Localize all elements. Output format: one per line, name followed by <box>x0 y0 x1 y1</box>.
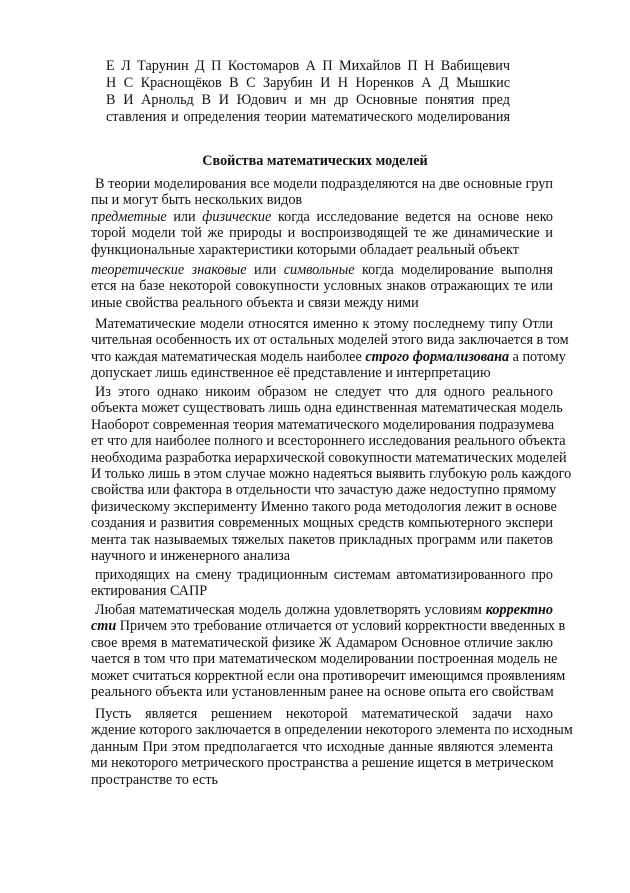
term-theoretical: теоретические <box>91 262 185 278</box>
paragraph-correctness <box>91 602 566 701</box>
emphasis-formalized: строго формализована <box>365 348 510 365</box>
reference-line: В И Арнольд В И Юдович и мн др Основные понятия пред <box>106 92 510 108</box>
reference-line: Е Л Тарунин Д П Костомаров А П Михайлов П Н Вабищевич <box>106 58 510 74</box>
conj-or: или <box>246 262 284 278</box>
term-physical-1: предметные <box>91 209 167 225</box>
text-fragment: Причем это требование отличается от условий корректности введенных в <box>116 618 566 635</box>
conj-or: или <box>166 209 203 225</box>
text-line: свое время в математической физике Ж Адамаром Основное отличие заклю <box>91 634 553 651</box>
text-line: иные свойства реального объекта и связи между ними <box>91 294 419 311</box>
text-line <box>91 618 566 635</box>
text-line: ми некоторого метрического пространства а решение ищется в метрическом <box>91 755 554 772</box>
reference-line: ставления и определения теории математического моделирования <box>106 109 510 125</box>
text-line: чается в том что при математическом моделировании построенная модель не <box>91 651 558 668</box>
text-line: данным При этом предполагается что исходные данные являются элемента <box>91 738 553 755</box>
text-line: ет что для наиболее полного и всестороннего исследования реального объекта <box>91 433 566 450</box>
text-line: ждение которого заключается в определении некоторого элемента по исходным <box>91 722 573 739</box>
paragraph-math-models <box>91 316 569 382</box>
text-line <box>91 209 553 225</box>
paragraph-cad <box>91 567 553 600</box>
text-fragment: что каждая математическая модель наиболее <box>91 348 366 365</box>
text-line: Из этого однако никоим образом не следует что для одного реального <box>95 384 553 400</box>
text-line: реального объекта или установленным ранее на основе опыта его свойствам <box>91 684 554 701</box>
text-line: Математические модели относятся именно к этому последнему типу Отли <box>95 316 553 332</box>
emphasis-correctness-end: сти <box>91 618 117 635</box>
text-line: научного и инженерного анализа <box>91 548 291 565</box>
section-title: Свойства математических моделей <box>202 153 428 169</box>
term-sign: знаковые <box>191 262 247 278</box>
reference-line: Н С Краснощёков В С Зарубин И Н Норенков А Д Мышкис <box>106 75 510 91</box>
emphasis-correctness: корректно <box>485 602 553 618</box>
text-line <box>91 262 553 278</box>
paragraph-let <box>91 706 573 788</box>
text-line: Пусть является решением некоторой математической задачи нахо <box>95 706 553 722</box>
text-line: необходима разработка иерархической совокупности математических моделей <box>91 449 567 466</box>
text-fragment: Любая математическая модель должна удовлетворять условиям <box>95 602 486 618</box>
text-line: ется на базе некоторой совокупности условных знаков отражающих те или <box>91 278 553 295</box>
text-line: мента так называемых тяжелых пакетов прикладных программ или пакетов <box>91 531 553 548</box>
text-line: функциональные характеристики которыми обладает реальный объект <box>91 241 519 258</box>
paragraph-hierarchy <box>91 384 572 565</box>
text-line: может считаться корректной если она противоречит имеющимся проявлениям <box>91 667 566 684</box>
text-line: ектирования САПР <box>91 583 208 600</box>
text-line: И только лишь в этом случае можно надеяться выявить глубокую роль каждого <box>91 466 572 483</box>
text-line <box>91 348 566 365</box>
text-line: физическому эксперименту Именно такого рода методология лежит в основе <box>91 498 557 515</box>
text-line: свойства или фактора в отдельности что зачастую даже недоступно прямому <box>91 482 557 499</box>
list-item-physical <box>91 209 553 258</box>
text-line: приходящих на смену традиционным системам автоматизированного про <box>95 567 553 583</box>
term-symbolic: символьные <box>283 262 355 278</box>
text-line: В теории моделирования все модели подразделяются на две основные груп <box>95 176 553 192</box>
text-fragment: когда моделирование выполня <box>354 262 554 278</box>
text-line: Наоборот современная теория математического моделирования подразумева <box>91 416 555 433</box>
text-fragment: когда исследование ведется на основе неко <box>271 209 553 225</box>
text-line: пы и могут быть нескольких видов <box>91 192 303 209</box>
text-line: допускает лишь единственное её представление и интерпретацию <box>91 365 491 382</box>
text-line: объекта может существовать лишь одна единственная математическая модель <box>91 400 563 417</box>
text-line <box>91 602 553 618</box>
text-line: пространстве то есть <box>91 771 219 788</box>
text-fragment: а потому <box>509 348 566 365</box>
reference-list <box>106 58 510 126</box>
term-physical-2: физические <box>202 209 272 225</box>
list-item-theoretical <box>91 262 553 311</box>
text-line: создания и развития современных мощных средств компьютерного экспери <box>91 515 553 532</box>
text-line: чительная особенность их от остальных моделей этого вида заключается в том <box>91 332 569 349</box>
text-line: торой модели той же природы и воспроизводящей те же динамические и <box>91 225 553 242</box>
paragraph-intro <box>91 176 553 209</box>
